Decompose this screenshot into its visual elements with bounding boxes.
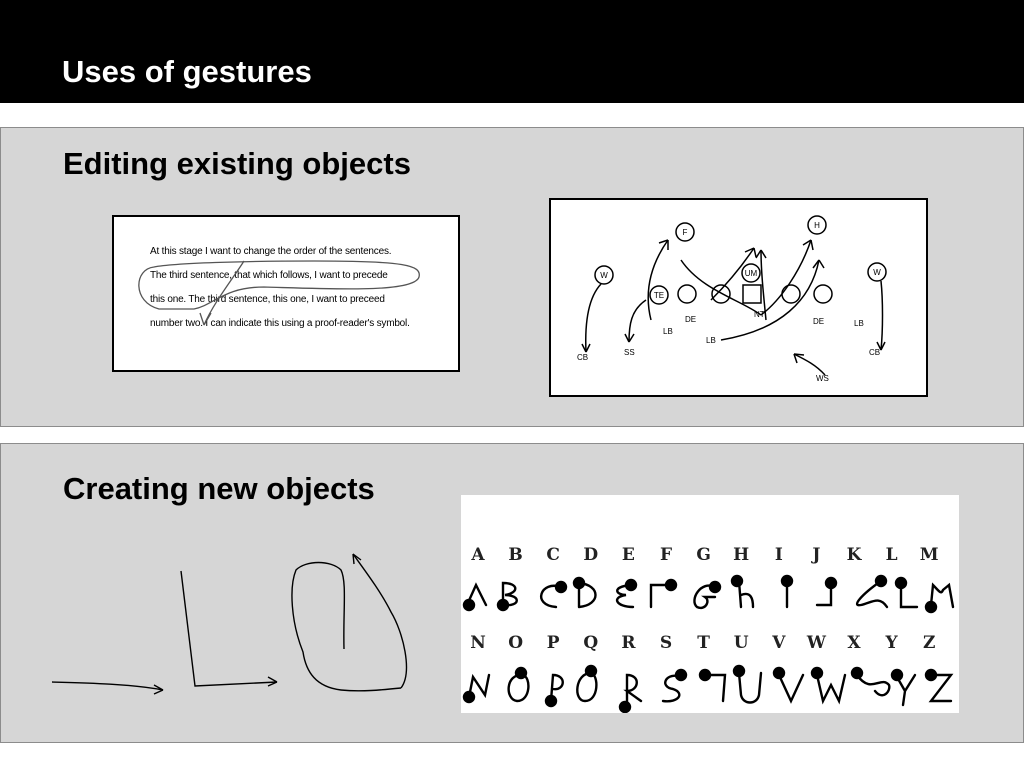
alphabet-letter-v: V [772, 633, 786, 653]
label-ws: WS [816, 374, 829, 383]
editing-panel [0, 127, 1024, 427]
label-lb-2: LB [706, 336, 716, 345]
label-cb-left: CB [577, 353, 589, 362]
alphabet-letter-q: Q [583, 633, 599, 653]
alphabet-letter-l: L [885, 545, 898, 565]
alphabet-letter-j: J [812, 545, 821, 565]
label-h: H [814, 221, 820, 230]
lineman-1 [678, 285, 696, 303]
alphabet-letter-i: I [774, 545, 783, 565]
slide-title: Uses of gestures [62, 54, 312, 89]
label-ss: SS [624, 348, 635, 357]
alphabet-letter-u: U [733, 633, 749, 653]
football-play-diagram [549, 198, 928, 397]
graffiti-alphabet [461, 495, 959, 713]
label-de-right: DE [813, 317, 825, 326]
label-cb-right: CB [869, 348, 881, 357]
alphabet-letter-b: B [508, 545, 523, 565]
gesture-strokes [41, 552, 461, 732]
stroke-loop [292, 563, 401, 691]
alphabet-letter-o: O [508, 633, 524, 653]
proofread-line-3: this one. The third sentence, this one, I want to preceed [150, 294, 385, 305]
label-nt: NT [754, 310, 765, 319]
creating-panel [0, 443, 1024, 743]
alphabet-letter-g: G [696, 545, 711, 565]
alphabet-letter-e: E [621, 545, 635, 565]
label-lb-3: LB [854, 319, 864, 328]
label-lb-1: LB [663, 327, 673, 336]
football-play-svg [551, 200, 926, 395]
alphabet-letter-a: A [471, 545, 485, 565]
alphabet-letter-h: H [733, 545, 750, 565]
lineman-4 [814, 285, 832, 303]
proofread-gesture [114, 217, 458, 370]
alphabet-letter-d: D [583, 545, 599, 565]
alphabet-letter-t: T [697, 633, 710, 653]
alphabet-letter-c: C [546, 545, 560, 565]
proofread-line-4: number two. I can indicate this using a proof-reader's symbol. [150, 318, 410, 329]
alphabet-letter-z: Z [922, 633, 936, 653]
alphabet-letter-y: Y [885, 633, 898, 653]
label-um: UM [744, 269, 758, 278]
title-bar [0, 0, 1024, 103]
stroke-return [353, 554, 406, 688]
alphabet-letter-s: S [659, 633, 673, 653]
label-f: F [682, 228, 688, 237]
label-w-right: W [873, 268, 881, 277]
label-te: TE [653, 291, 665, 300]
stroke-l-shape [181, 571, 277, 686]
proofread-line-1: At this stage I want to change the order of the sentences. [150, 246, 392, 257]
alphabet-letter-r: R [621, 633, 636, 653]
center-square [743, 285, 761, 303]
alphabet-letter-m: M [919, 545, 939, 565]
lineman-3 [782, 285, 800, 303]
alphabet-letter-f: F [659, 545, 673, 565]
graffiti-alphabet-svg [461, 495, 959, 713]
label-w-left: W [600, 271, 608, 280]
alphabet-letter-w: W [806, 633, 826, 653]
alphabet-letter-n: N [470, 633, 486, 653]
editing-heading: Editing existing objects [63, 146, 411, 181]
alphabet-letter-k: K [846, 545, 862, 565]
creating-heading: Creating new objects [63, 471, 375, 506]
alphabet-letter-x: X [847, 633, 861, 653]
label-de-left: DE [685, 315, 697, 324]
proofread-example [112, 215, 460, 372]
lineman-2 [712, 285, 730, 303]
stroke-right-arrow [52, 682, 163, 690]
alphabet-letter-p: P [546, 633, 560, 653]
proofread-line-2: The third sentence, that which follows, I want to precede [150, 270, 388, 281]
